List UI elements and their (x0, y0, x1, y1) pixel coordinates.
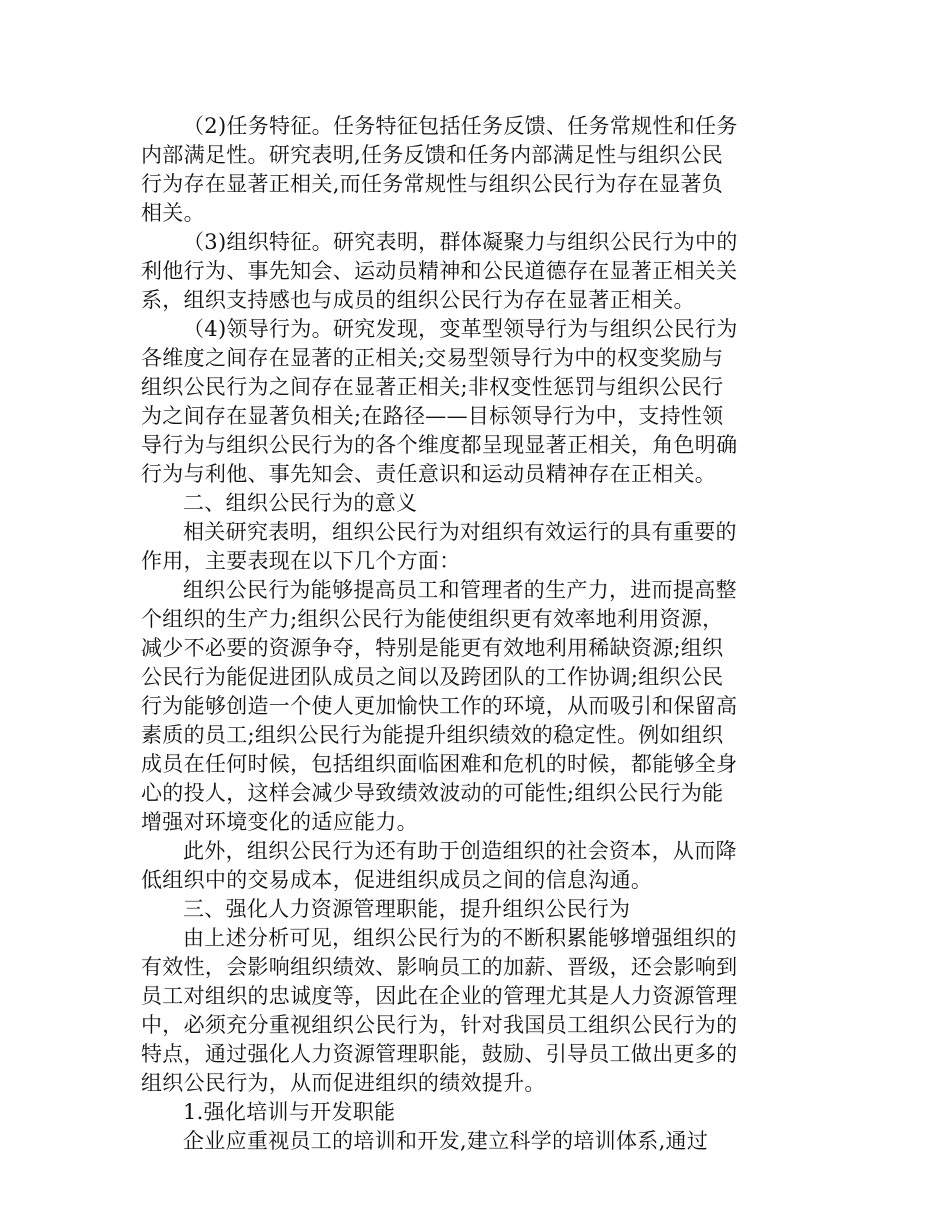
paragraph-social-capital: 此外，组织公民行为还有助于创造组织的社会资本，从而降低组织中的交易成本，促进组织成员之间的信息沟通。 (141, 839, 737, 892)
paragraph-training: 企业应重视员工的培训和开发,建立科学的培训体系,通过 (183, 1129, 709, 1153)
paragraph-hrm-analysis: 由上述分析可见，组织公民行为的不断积累能够增强组织的有效性，会影响组织绩效、影响员工的加薪、晋级，还会影响到员工对组织的忠诚度等，因此在企业的管理尤其是人力资源管理中，必须充分重视组织公民行为，针对我国员工组织公民行为的特点，通过强化人力资源管理职能，鼓励、引导员工做出更多的组织公民行为，从而促进组织的绩效提升。 (141, 926, 738, 1095)
paragraph-significance-details: 组织公民行为能够提高员工和管理者的生产力，进而提高整个组织的生产力;组织公民行为能使组织更有效率地利用资源，减少不必要的资源争夺，特别是能更有效地利用稀缺资源;组织公民行为能促进团队成员之间以及跨团队的工作协调;组织公民行为能够创造一个使人更加愉快工作的环境，从而吸引和保留高素质的员工;组织公民行为能提升组织绩效的稳定性。例如组织成员在任何时候，包括组织面临困难和危机的时候，都能够全身心的投人，这样会减少导致绩效波动的可能性;组织公民行为能增强对环境变化的适应能力。 (141, 578, 738, 834)
section-heading-hrm: 三、强化人力资源管理职能，提升组织公民行为 (183, 897, 631, 921)
paragraph-organization-characteristics: （3)组织特征。研究表明，群体凝聚力与组织公民行为中的利他行为、事先知会、运动员精神和公民道德存在显著正相关关系，组织支持感也与成员的组织公民行为存在显著正相关。 (141, 230, 738, 312)
subheading-training: 1.强化培训与开发职能 (183, 1100, 396, 1124)
paragraph-task-characteristics: （2)任务特征。任务特征包括任务反馈、任务常规性和任务内部满足性。研究表明,任务反馈和任务内部满足性与组织公民行为存在显著正相关,而任务常规性与组织公民行为存在显著负相关。 (141, 114, 738, 225)
paragraph-significance-intro: 相关研究表明，组织公民行为对组织有效运行的具有重要的作用，主要表现在以下几个方面： (141, 520, 737, 573)
section-heading-significance: 二、组织公民行为的意义 (183, 491, 418, 515)
paragraph-leadership-behavior: （4)领导行为。研究发现，变革型领导行为与组织公民行为各维度之间存在显著的正相关;交易型领导行为中的权变奖励与组织公民行为之间存在显著正相关;非权变性惩罚与组织公民行为之间存在显著负相关;在路径——目标领导行为中，支持性领导行为与组织公民行为的各个维度都呈现显著正相关，角色明确行为与利他、事先知会、责任意识和运动员精神存在正相关。 (141, 317, 738, 486)
document-body (141, 112, 741, 1156)
